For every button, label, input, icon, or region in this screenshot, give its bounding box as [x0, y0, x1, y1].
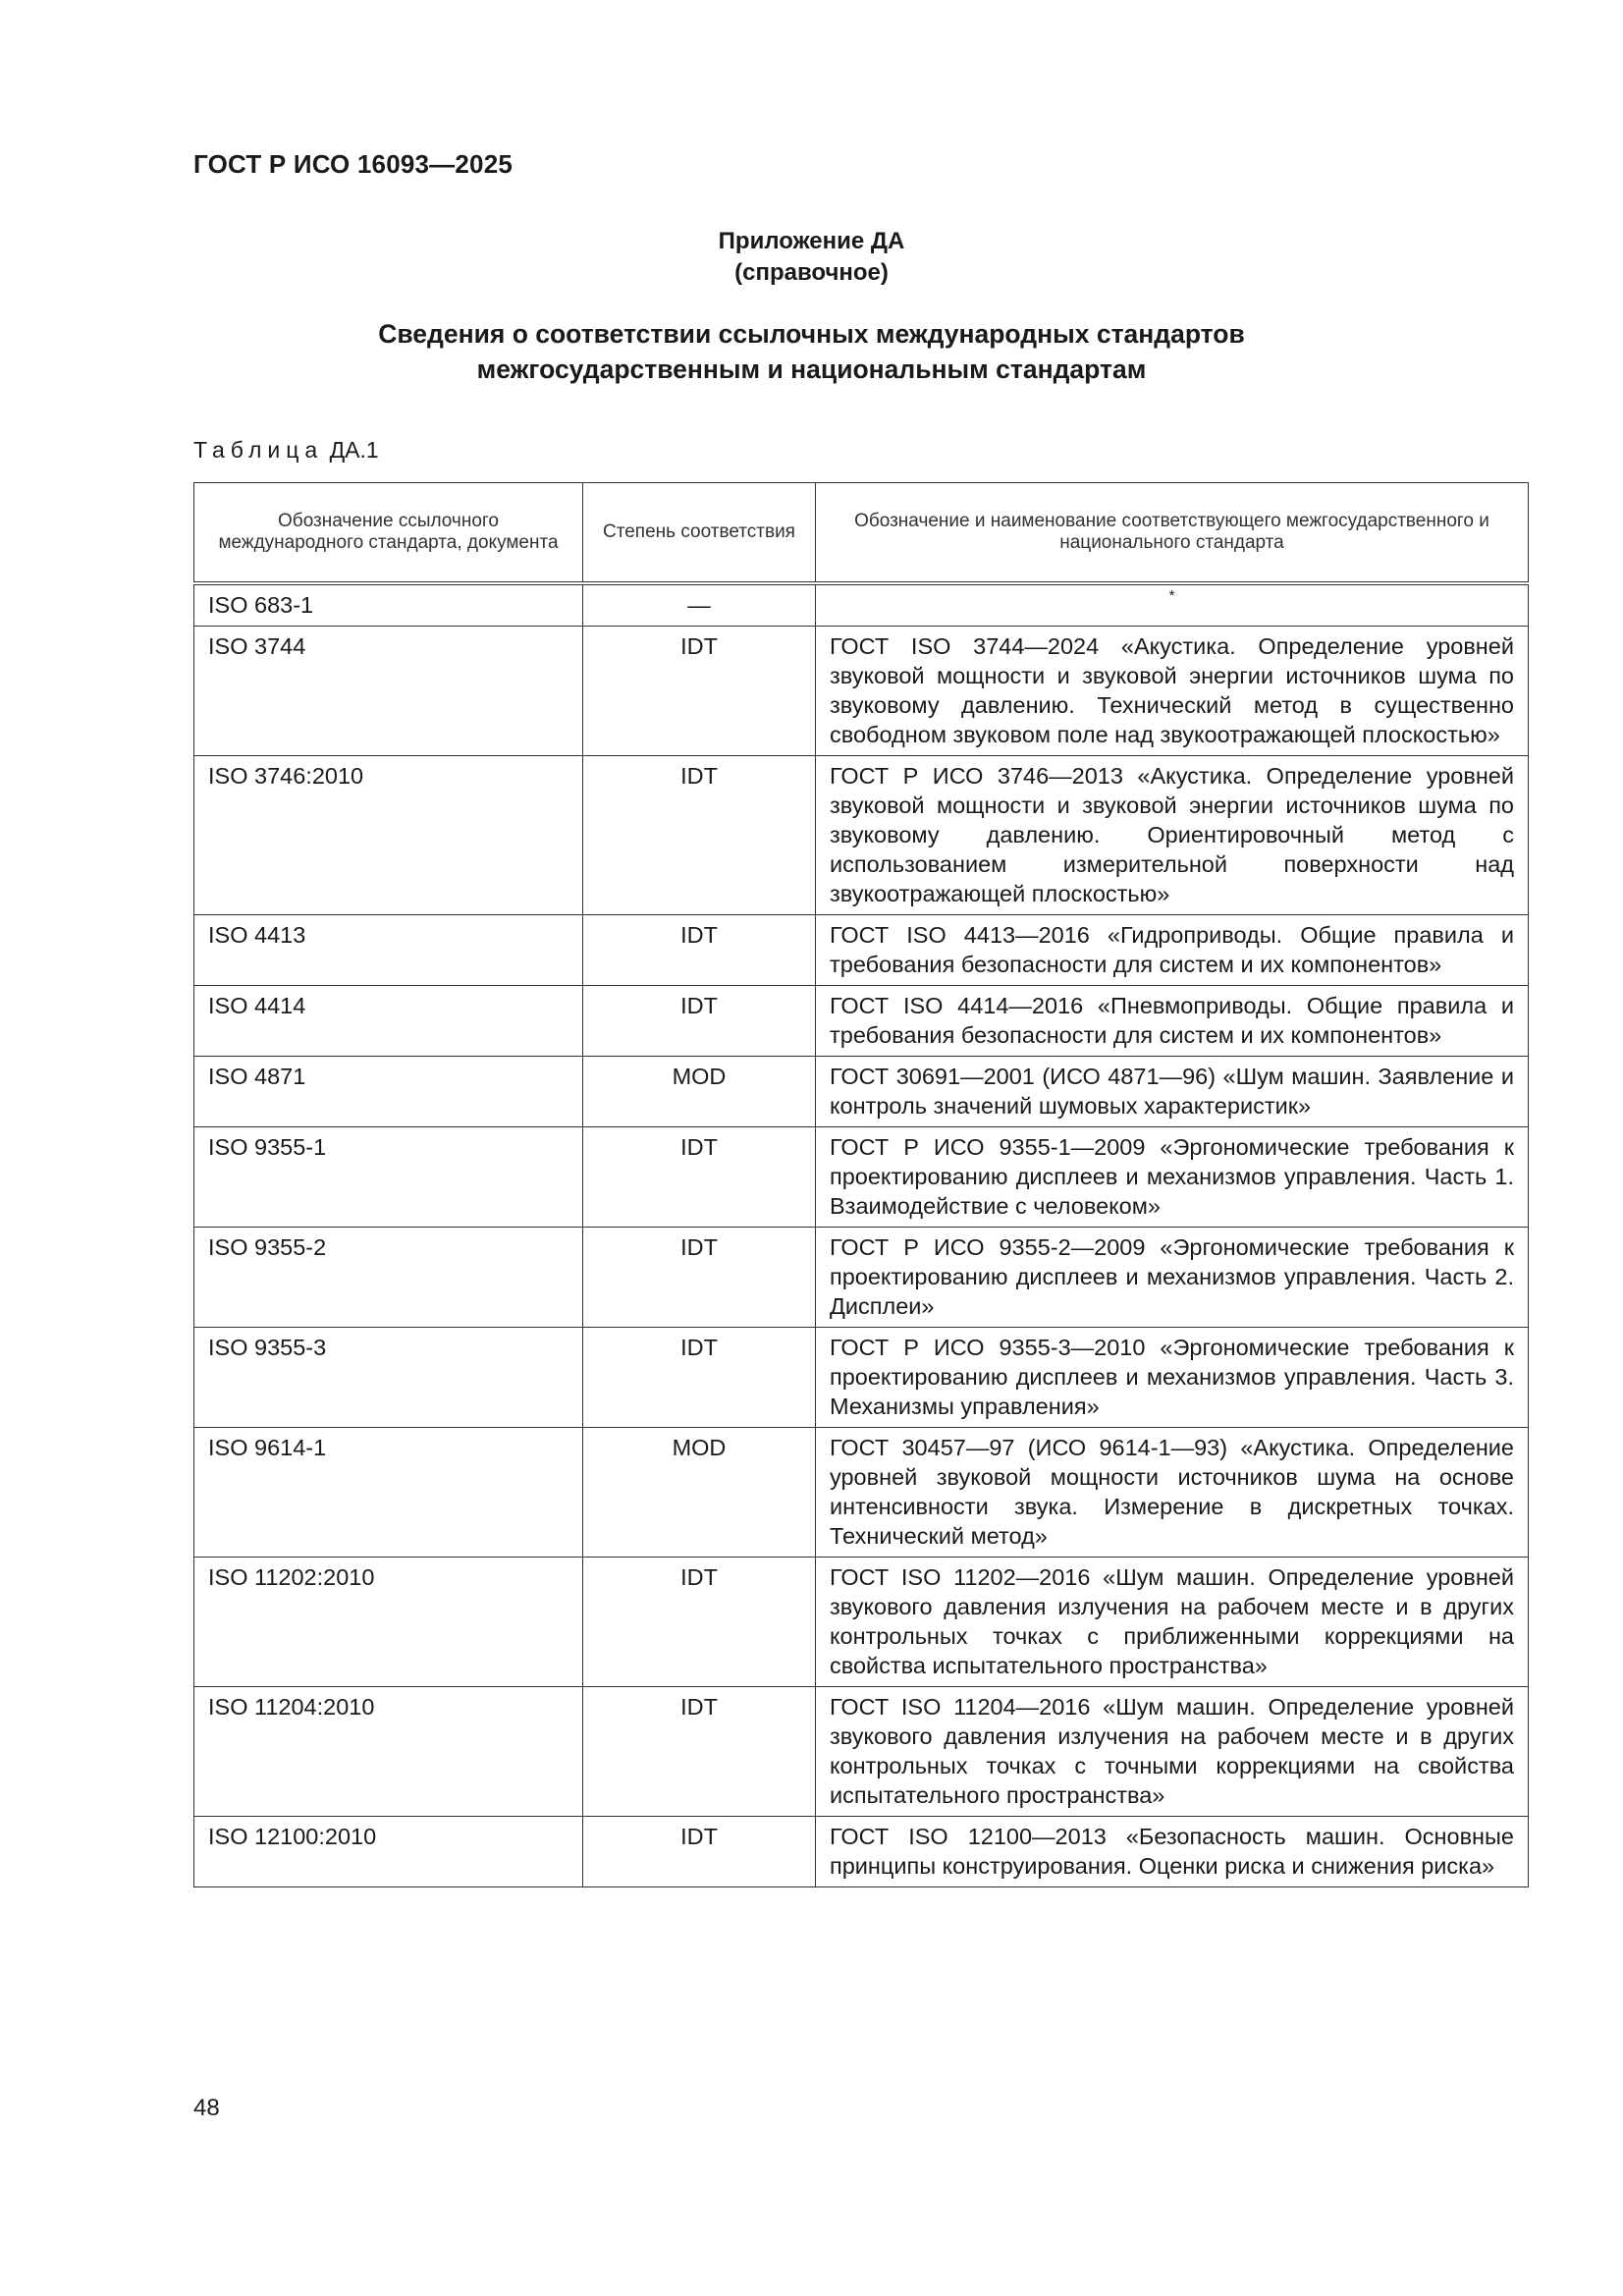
table-row	[194, 1057, 1529, 1127]
reference-standard-code: ISO 9614-1	[194, 1428, 583, 1558]
annex-title-line-1: Сведения о соответствии ссылочных международных стандартов	[378, 319, 1245, 349]
table-row	[194, 756, 1529, 915]
reference-standard-code: ISO 12100:2010	[194, 1817, 583, 1887]
reference-standard-code: ISO 4414	[194, 986, 583, 1057]
national-standard-name: ГОСТ 30457—97 (ИСО 9614-1—93) «Акустика. Определение уровней звуковой мощности источников шума на основе интенсивности звука. Измерение в дискретных точках. Технический метод»	[816, 1428, 1529, 1558]
degree-of-correspondence: IDT	[583, 986, 816, 1057]
national-standard-name: ГОСТ Р ИСО 9355-2—2009 «Эргономические требования к проектированию дисплеев и механизмов управления. Часть 2. Дисплеи»	[816, 1228, 1529, 1328]
table-row	[194, 1428, 1529, 1558]
national-standard-name: ГОСТ ISO 12100—2013 «Безопасность машин. Основные принципы конструирования. Оценки риска и снижения риска»	[816, 1817, 1529, 1887]
reference-standard-code: ISO 3746:2010	[194, 756, 583, 915]
national-standard-name: ГОСТ ISO 11202—2016 «Шум машин. Определение уровней звукового давления излучения на рабочем месте и в других контрольных точках с приближенными коррекциями на свойства испытательного пространства»	[816, 1558, 1529, 1687]
national-standard-name: ГОСТ ISO 4414—2016 «Пневмоприводы. Общие правила и требования безопасности для систем и их компонентов»	[816, 986, 1529, 1057]
degree-of-correspondence: MOD	[583, 1057, 816, 1127]
national-standard-name: ГОСТ Р ИСО 3746—2013 «Акустика. Определение уровней звуковой мощности и звуковой энергии источников шума по звуковому давлению. Ориентировочный метод с использованием измерительной поверхности над звукоотражающей плоскостью»	[816, 756, 1529, 915]
national-standard-name: ГОСТ ISO 3744—2024 «Акустика. Определение уровней звуковой мощности и звуковой энергии источников шума по звуковому давлению. Технический метод в существенно свободном звуковом поле над звукоотражающей плоскостью»	[816, 627, 1529, 756]
table-row	[194, 1328, 1529, 1428]
national-standard-name: ГОСТ ISO 11204—2016 «Шум машин. Определение уровней звукового давления излучения на рабочем месте и в других контрольных точках с точными коррекциями на свойства испытательного пространства»	[816, 1687, 1529, 1817]
degree-of-correspondence: IDT	[583, 1328, 816, 1428]
document-code: ГОСТ Р ИСО 16093—2025	[193, 149, 514, 179]
table-body	[194, 583, 1529, 1887]
degree-of-correspondence: IDT	[583, 1817, 816, 1887]
table-caption-number: ДА.1	[329, 437, 379, 463]
table-row	[194, 627, 1529, 756]
reference-standard-code: ISO 4413	[194, 915, 583, 986]
table-row	[194, 1228, 1529, 1328]
table-row	[194, 583, 1529, 627]
table-row	[194, 1687, 1529, 1817]
column-header-national-standard: Обозначение и наименование соответствующего межгосударственного и национального стандарта	[816, 483, 1529, 584]
degree-of-correspondence: IDT	[583, 627, 816, 756]
reference-standard-code: ISO 11202:2010	[194, 1558, 583, 1687]
reference-standard-code: ISO 9355-1	[194, 1127, 583, 1228]
degree-of-correspondence: IDT	[583, 1127, 816, 1228]
table-row	[194, 1127, 1529, 1228]
annex-heading	[0, 226, 1623, 289]
annex-label: Приложение ДА	[718, 228, 905, 254]
degree-of-correspondence: IDT	[583, 756, 816, 915]
reference-standard-code: ISO 3744	[194, 627, 583, 756]
table-caption-word: Таблица	[193, 437, 324, 463]
annex-title-line-2: межгосударственным и национальным стандартам	[476, 355, 1147, 384]
national-standard-name: ГОСТ Р ИСО 9355-3—2010 «Эргономические требования к проектированию дисплеев и механизмов управления. Часть 3. Механизмы управления»	[816, 1328, 1529, 1428]
reference-standard-code: ISO 11204:2010	[194, 1687, 583, 1817]
table-row	[194, 1817, 1529, 1887]
degree-of-correspondence: IDT	[583, 915, 816, 986]
national-standard-name: ГОСТ ISO 4413—2016 «Гидроприводы. Общие правила и требования безопасности для систем и их компонентов»	[816, 915, 1529, 986]
annex-type: (справочное)	[734, 259, 889, 286]
degree-of-correspondence: MOD	[583, 1428, 816, 1558]
table-row	[194, 986, 1529, 1057]
degree-of-correspondence: IDT	[583, 1558, 816, 1687]
table-row	[194, 1558, 1529, 1687]
column-header-reference-standard: Обозначение ссылочного международного стандарта, документа	[194, 483, 583, 584]
degree-of-correspondence: —	[583, 583, 816, 627]
national-standard-name: *	[816, 583, 1529, 627]
table-header-row	[194, 483, 1529, 584]
correspondence-table	[193, 482, 1529, 1887]
annex-title	[0, 316, 1623, 387]
degree-of-correspondence: IDT	[583, 1228, 816, 1328]
national-standard-name: ГОСТ Р ИСО 9355-1—2009 «Эргономические требования к проектированию дисплеев и механизмов управления. Часть 1. Взаимодействие с человеком»	[816, 1127, 1529, 1228]
page-number: 48	[193, 2095, 220, 2121]
reference-standard-code: ISO 4871	[194, 1057, 583, 1127]
reference-standard-code: ISO 683-1	[194, 583, 583, 627]
degree-of-correspondence: IDT	[583, 1687, 816, 1817]
reference-standard-code: ISO 9355-2	[194, 1228, 583, 1328]
table-caption	[193, 437, 379, 464]
table-row	[194, 915, 1529, 986]
national-standard-name: ГОСТ 30691—2001 (ИСО 4871—96) «Шум машин. Заявление и контроль значений шумовых характеристик»	[816, 1057, 1529, 1127]
reference-standard-code: ISO 9355-3	[194, 1328, 583, 1428]
column-header-degree: Степень соответствия	[583, 483, 816, 584]
